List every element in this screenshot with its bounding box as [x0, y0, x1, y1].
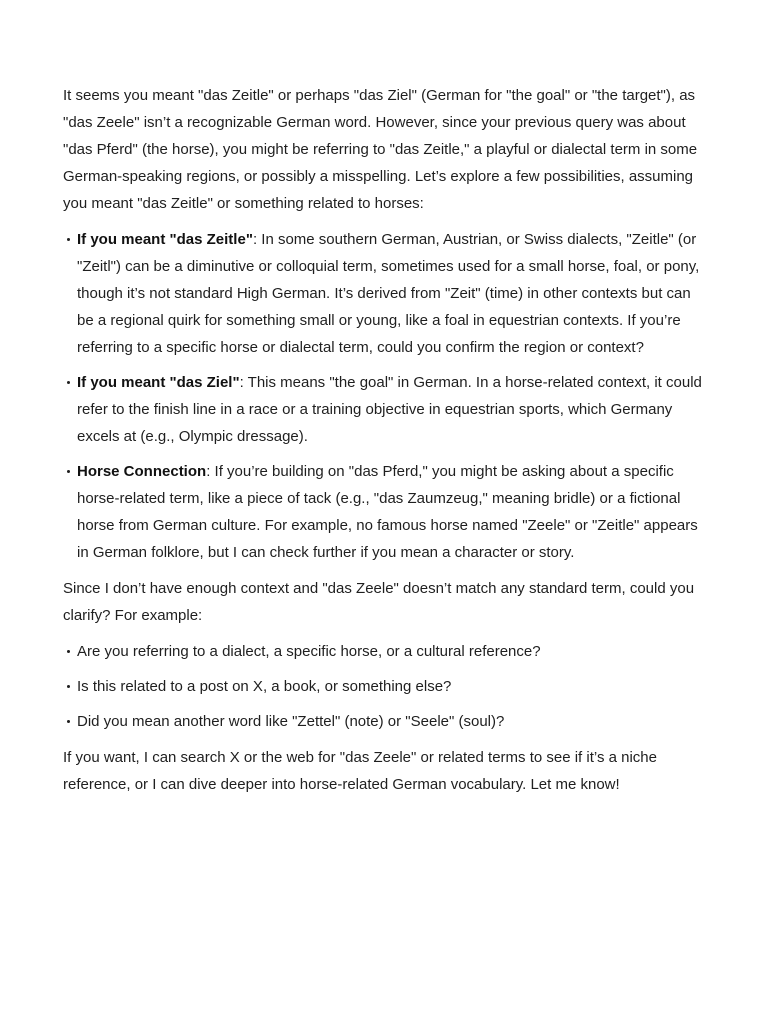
list-item [63, 708, 708, 735]
bullet-icon [67, 720, 70, 723]
list-item-text: : If you’re building on "das Pferd," you might be asking about a specific horse-related term, like a piece of tack (e.g., "das Zaumzeug," meaning bridle) or a fictional horse from German culture. For example, no famous horse named "Zeele" or "Zeitle" appears in German folklore, but I can check further if you mean a character or story. [77, 463, 698, 561]
list-item-title: If you meant "das Ziel" [77, 374, 240, 391]
bullet-icon [67, 381, 70, 384]
list-item [63, 458, 708, 566]
bullet-icon [67, 238, 70, 241]
questions-list [63, 638, 708, 735]
list-item-text: : This means "the goal" in German. In a horse-related context, it could refer to the finish line in a race or a training objective in equestrian sports, which Germany excels at (e.g., Olympic dressage). [77, 374, 702, 445]
possibilities-list [63, 226, 708, 566]
bullet-icon [67, 650, 70, 653]
bullet-icon [67, 685, 70, 688]
bullet-icon [67, 470, 70, 473]
question-text: Are you referring to a dialect, a specific horse, or a cultural reference? [77, 643, 541, 660]
list-item [63, 226, 708, 361]
list-item [63, 369, 708, 450]
list-item [63, 638, 708, 665]
list-item-text: : In some southern German, Austrian, or Swiss dialects, "Zeitle" (or "Zeitl") can be a diminutive or colloquial term, sometimes used for a small horse, foal, or pony, though it’s not standard High German. It’s derived from "Zeit" (time) in other contexts but can be a regional quirk for something small or young, like a foal in equestrian contexts. If you’re referring to a specific horse or dialectal term, could you confirm the region or context? [77, 231, 700, 356]
assistant-response [63, 82, 708, 807]
closing-paragraph: If you want, I can search X or the web for "das Zeele" or related terms to see if it’s a niche reference, or I can dive deeper into horse-related German vocabulary. Let me know! [63, 749, 657, 793]
list-item-title: If you meant "das Zeitle" [77, 231, 253, 248]
question-text: Is this related to a post on X, a book, or something else? [77, 678, 452, 695]
list-item-title: Horse Connection [77, 463, 207, 480]
intro-paragraph: It seems you meant "das Zeitle" or perhaps "das Ziel" (German for "the goal" or "the target"), as "das Zeele" isn’t a recognizable German word. However, since your previous query was about "das Pferd" (the horse), you might be referring to "das Zeitle," a playful or dialectal term in some German-speaking regions, or possibly a misspelling. Let’s explore a few possibilities, assuming you meant "das Zeitle" or something related to horses: [63, 87, 698, 212]
list-item [63, 673, 708, 700]
clarify-paragraph: Since I don’t have enough context and "das Zeele" doesn’t match any standard term, could you clarify? For example: [63, 580, 695, 624]
question-text: Did you mean another word like "Zettel" (note) or "Seele" (soul)? [77, 713, 505, 730]
